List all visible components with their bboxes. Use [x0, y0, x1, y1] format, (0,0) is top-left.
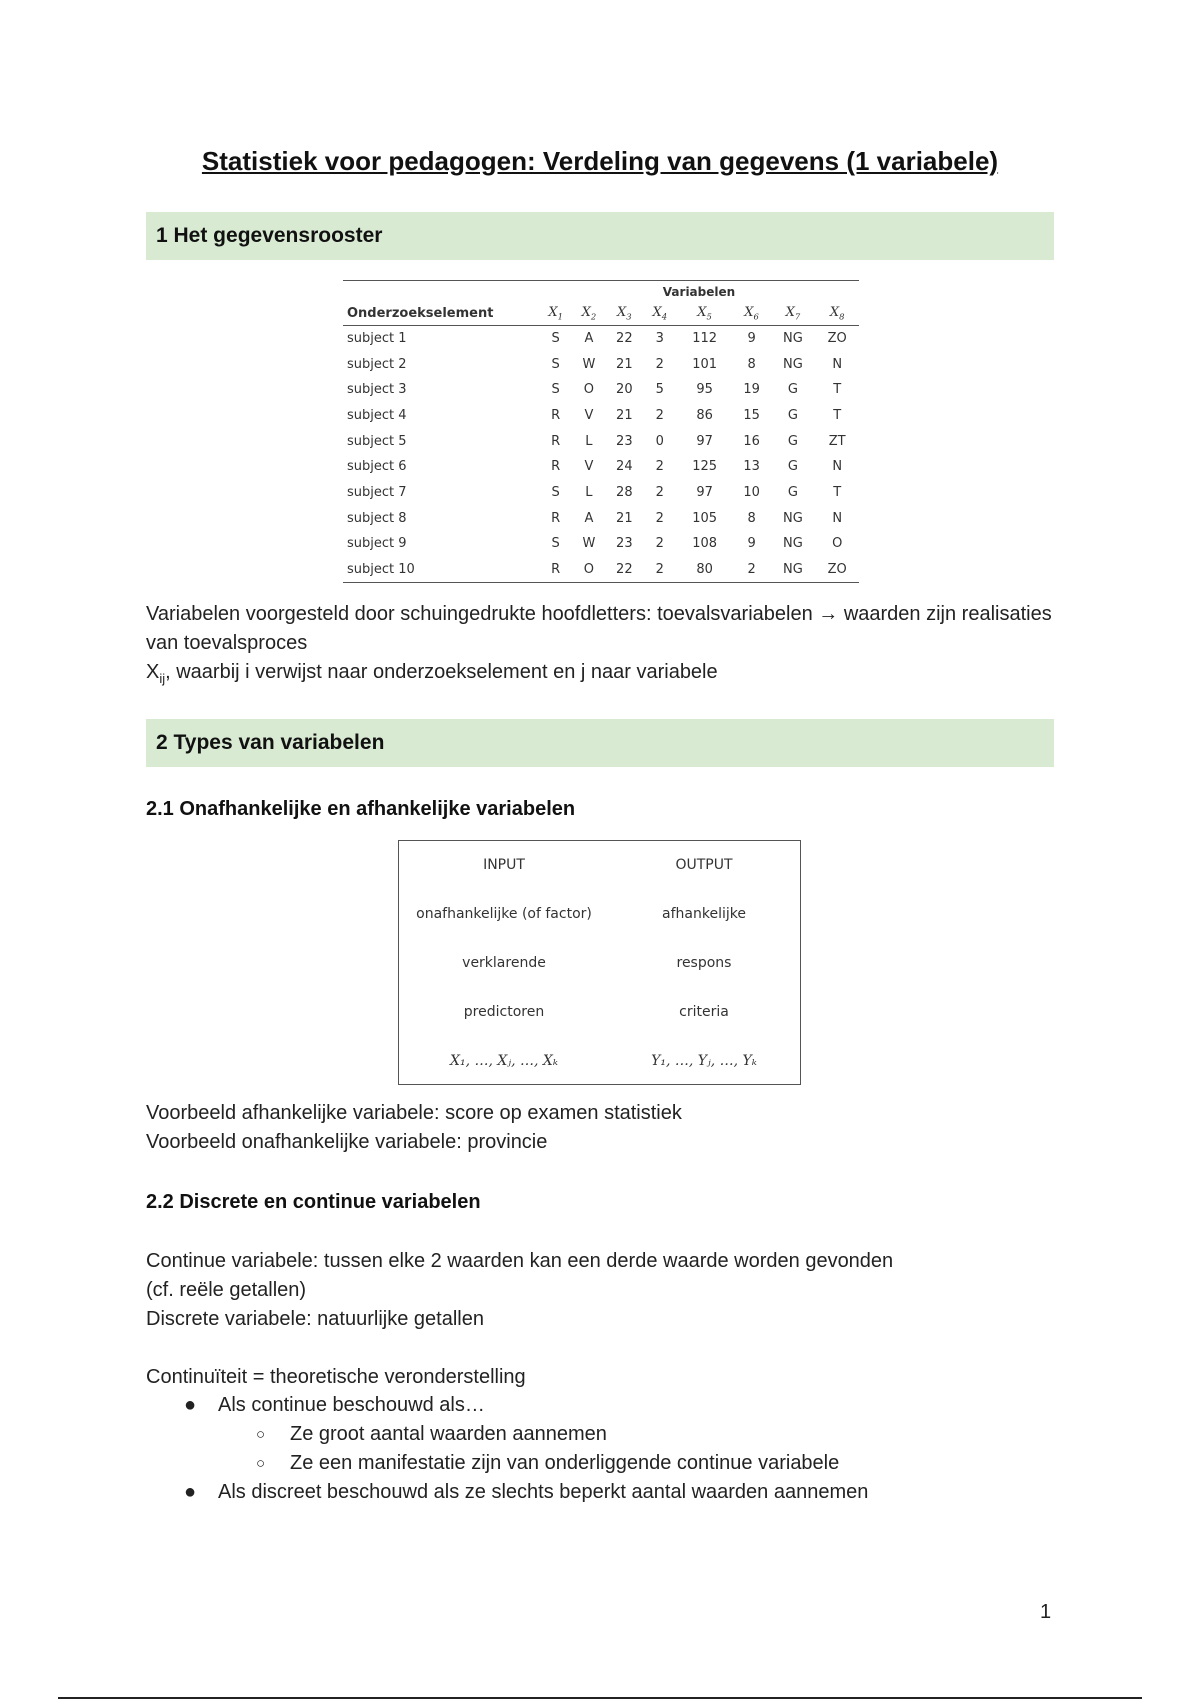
- table-row: [343, 557, 859, 583]
- table-group-header: Variabelen: [539, 281, 859, 302]
- row-label: subject 6: [347, 459, 407, 475]
- index-explanation: $X_{ij}$, waarbij i verwijst naar onderzoekselement en j naar variabele: [146, 661, 718, 686]
- table-cell: G: [787, 485, 798, 501]
- table-cell: 97: [696, 485, 713, 501]
- table-cell: 9: [747, 330, 756, 346]
- table-cell: ZO: [815, 557, 859, 583]
- table-column-header: $X_2$: [572, 301, 605, 325]
- table-cell: S: [551, 485, 560, 501]
- example-independent: Voorbeeld onafhankelijke variabele: provincie: [146, 1131, 548, 1153]
- table-cell: R: [551, 459, 561, 475]
- table-column-header: $X_4$: [643, 301, 676, 325]
- table-row: [343, 325, 859, 351]
- document-title: Statistiek voor pedagogen: Verdeling van gegevens (1 variabele): [201, 146, 999, 176]
- table-row: [343, 428, 859, 454]
- table-row: [343, 505, 859, 531]
- table-cell: S: [551, 330, 560, 346]
- section-heading-1: 1 Het gegevensrooster: [146, 212, 1054, 260]
- table-cell: T: [833, 382, 842, 398]
- circle-bullet-icon: ○: [256, 1455, 266, 1472]
- table-cell: 108: [692, 536, 718, 552]
- bullet-icon: ●: [184, 1394, 197, 1416]
- table-cell: N: [832, 510, 843, 526]
- table-cell: 20: [616, 382, 633, 398]
- input-label: INPUT: [483, 857, 525, 873]
- table-cell: 21: [616, 510, 633, 526]
- table-row: [343, 403, 859, 429]
- table-cell: 5: [655, 382, 664, 398]
- table-column-header: $X_1$: [539, 301, 572, 325]
- table-cell: 0: [655, 433, 664, 449]
- table-cell: 95: [696, 382, 713, 398]
- table-cell: S: [551, 356, 560, 372]
- table-cell: 10: [743, 485, 760, 501]
- table-cell: ZO: [827, 330, 847, 346]
- table-cell: O: [572, 557, 605, 583]
- table-cell: N: [832, 459, 843, 475]
- row-label: subject 10: [343, 557, 523, 583]
- table-cell: NG: [783, 536, 803, 552]
- table-cell: G: [787, 433, 798, 449]
- table-cell: 80: [676, 557, 732, 583]
- table-cell: 22: [606, 557, 644, 583]
- table-cell: 2: [643, 557, 676, 583]
- table-cell: O: [832, 536, 843, 552]
- row-label: subject 3: [347, 382, 407, 398]
- data-grid-table: [343, 280, 859, 583]
- table-cell: G: [787, 382, 798, 398]
- table-cell: 8: [747, 356, 756, 372]
- table-row: [343, 480, 859, 506]
- table-cell: ZT: [828, 433, 846, 449]
- page-bottom-divider: [58, 1697, 1142, 1699]
- table-cell: L: [585, 433, 593, 449]
- table-cell: R: [551, 433, 561, 449]
- io-row: verklarende respons: [462, 955, 732, 971]
- table-cell: 3: [655, 330, 664, 346]
- table-cell: NG: [770, 557, 815, 583]
- table-cell: 2: [655, 510, 664, 526]
- table-cell: 21: [616, 356, 633, 372]
- intro-paragraph: [146, 600, 1066, 693]
- table-cell: 19: [743, 382, 760, 398]
- variables-explanation: Variabelen voorgesteld door schuingedrukte hoofdletters: toevalsvariabelen → waarden zijn realisaties van toevalsproces: [146, 603, 1052, 654]
- table-cell: NG: [783, 330, 803, 346]
- table-column-header: $X_5$: [676, 301, 732, 325]
- table-cell: 112: [692, 330, 718, 346]
- table-cell: 9: [747, 536, 756, 552]
- table-cell: T: [833, 408, 842, 423]
- table-column-header: $X_8$: [815, 301, 859, 325]
- table-cell: 22: [616, 330, 633, 346]
- table-cell: V: [584, 408, 594, 423]
- discrete-definition: Discrete variabele: natuurlijke getallen: [146, 1308, 484, 1330]
- table-cell: S: [551, 382, 560, 398]
- row-label: subject 9: [347, 536, 407, 552]
- table-cell: 2: [655, 536, 664, 552]
- table-row: [343, 454, 859, 480]
- table-cell: O: [583, 382, 595, 398]
- table-column-header: $X_3$: [606, 301, 644, 325]
- table-cell: V: [584, 459, 594, 475]
- continuous-definition: Continue variabele: tussen elke 2 waarden kan een derde waarde worden gevonden: [146, 1250, 894, 1272]
- row-label: subject 1: [347, 330, 407, 346]
- table-cell: L: [585, 485, 593, 501]
- table-column-header: $X_6$: [733, 301, 771, 325]
- io-row: predictoren criteria: [463, 1004, 729, 1020]
- table-cell: R: [551, 510, 561, 526]
- page-number: 1: [1040, 1601, 1052, 1623]
- table-cell: 2: [655, 408, 664, 423]
- table-cell: 105: [692, 510, 718, 526]
- bullet-icon: ●: [184, 1481, 197, 1503]
- row-label: subject 4: [347, 408, 407, 423]
- table-row-header: Onderzoekselement: [343, 301, 523, 325]
- circle-bullet-icon: ○: [256, 1426, 266, 1443]
- output-label: OUTPUT: [675, 857, 733, 873]
- table-cell: NG: [783, 356, 803, 372]
- table-cell: 2: [655, 459, 664, 475]
- table-cell: 28: [616, 485, 633, 501]
- table-cell: R: [551, 408, 561, 423]
- table-cell: A: [584, 510, 594, 526]
- input-output-box: [398, 840, 801, 1085]
- table-cell: T: [833, 485, 842, 501]
- row-label: subject 7: [347, 485, 407, 501]
- table-cell: 97: [696, 433, 713, 449]
- table-cell: W: [582, 536, 596, 552]
- document-page: Statistiek voor pedagogen: Verdeling van gegevens (1 variabele) 1 Het gegevensrooster Variabelen Onderzoekselement $X_1$ $X_2$ $X_3$ $X_4$ $X_5$ $X_6$ $X_7$ $X_8$ subject 1 S A 22 3 112 9 NG ZO subject 2 S W 21 2 101 8 NG N subject 3 S O 20 5 95 19 G T subject 4 R V 21 2 86 15 G T subject 5 R L 23 0 97 16 G ZT subject 6 R V 24 2 125 13 G N subject 7 S L 28 2 97 10 G T subject 8 R A 21 2 105 8 NG N subject 9 S W 23 2 108 9 NG O subject 10 R O 22 2 80 2 NG ZO Variabelen voorgesteld door schuingedrukte hoofdletters: toevalsvariabelen → waarden zijn realisaties van toevalsproces $X_{ij}$, waarbij i verwijst naar onderzoekselement en j naar variabele 2 Types van variabelen 2.1 Onafhankelijke en afhankelijke variabelen INPUT OUTPUT onafhankelijke (of factor) afhankelijke verklarende respons predictoren criteria X₁, …, Xⱼ, …, Xₖ Y₁, …, Yⱼ, …, Yₖ Voorbeeld afhankelijke variabele: score op examen statistiek Voorbeeld onafhankelijke variabele: provincie 2.2 Discrete en continue variabelen Continue variabele: tussen elke 2 waarden kan een derde waarde worden gevonden (cf. reële getallen) Discrete variabele: natuurlijke getallen Continuïteit = theoretische veronderstelling ● Als continue beschouwd als… ○ Ze groot aantal waarden aannemen ○ Ze een manifestatie zijn van onderliggende continue variabele ● Als discreet beschouwd als ze slechts beperkt aantal waarden aannemen 1: [0, 0, 1200, 1700]
- examples-paragraph: [146, 1099, 1066, 1157]
- discrete-continuous-paragraph: [146, 1247, 1066, 1392]
- table-cell: 8: [747, 510, 756, 526]
- table-cell: 21: [616, 408, 633, 423]
- row-label: subject 2: [347, 356, 407, 372]
- table-cell: 15: [743, 408, 760, 423]
- row-label: subject 8: [347, 510, 407, 526]
- table-cell: 13: [743, 459, 760, 475]
- table-cell: 24: [616, 459, 633, 475]
- table-cell: 23: [616, 433, 633, 449]
- subsection-heading-2-1: 2.1 Onafhankelijke en afhankelijke variabelen: [146, 798, 576, 820]
- subsection-heading-2-2: 2.2 Discrete en continue variabelen: [146, 1191, 481, 1213]
- table-cell: NG: [783, 510, 803, 526]
- table-cell: 101: [692, 356, 718, 372]
- io-row: onafhankelijke (of factor) afhankelijke: [416, 906, 746, 922]
- section-heading-2: 2 Types van variabelen: [146, 719, 1054, 767]
- table-cell: 23: [616, 536, 633, 552]
- table-cell: N: [832, 356, 843, 372]
- row-label: subject 5: [347, 433, 407, 449]
- input-variables: X₁, …, Xⱼ, …, Xₖ: [450, 1053, 558, 1069]
- table-cell: S: [551, 536, 560, 552]
- table-cell: W: [582, 356, 596, 372]
- table-cell: 125: [692, 459, 718, 475]
- table-cell: 16: [743, 433, 760, 449]
- table-cell: A: [584, 330, 594, 346]
- table-cell: 2: [655, 356, 664, 372]
- table-column-header: $X_7$: [770, 301, 815, 325]
- continuous-note: (cf. reële getallen): [146, 1279, 307, 1301]
- example-dependent: Voorbeeld afhankelijke variabele: score op examen statistiek: [146, 1102, 682, 1124]
- table-row: [343, 531, 859, 557]
- continuity-statement: Continuïteit = theoretische veronderstelling: [146, 1366, 526, 1388]
- table-cell: 2: [655, 485, 664, 501]
- table-cell: G: [787, 408, 798, 423]
- table-cell: G: [787, 459, 798, 475]
- io-math-row: [399, 1053, 800, 1077]
- table-cell: 86: [696, 408, 713, 423]
- io-header-row: [399, 857, 800, 881]
- table-row: [343, 351, 859, 377]
- table-row: [343, 377, 859, 403]
- table-cell: R: [539, 557, 572, 583]
- output-variables: Y₁, …, Yⱼ, …, Yₖ: [651, 1053, 757, 1069]
- table-cell: 2: [733, 557, 771, 583]
